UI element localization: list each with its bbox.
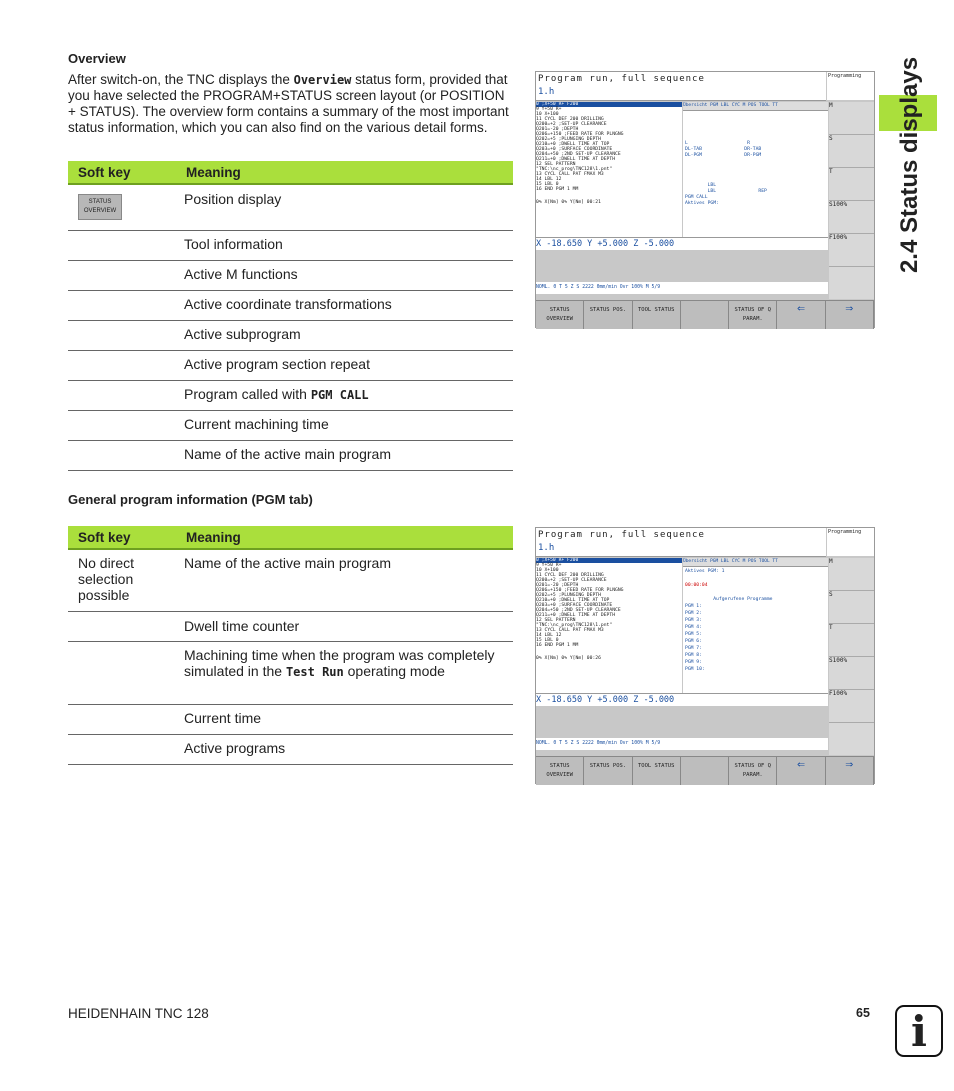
table-row: Program called with PGM CALL — [176, 380, 513, 410]
program-listing: 0 ;X+50 R+ F200 9 Y+50 R+ 10 X+100 11 CYCL DEF 200 DRILLING Q200=+2 ;SET-UP CLEARANCE Q201=-20 ;DEPTH Q206=+150 ;FEED RATE FOR PLNGNG Q202=+5 ;PLUNGING DEPTH Q210=+0 ;DWELL TIME AT TOP Q203=+0 ;SURFACE COORDINATE Q204=+50 ;2ND SET-UP CLEARANCE Q211=+0 ;DWELL TIME AT DEPTH 12 SEL PATTERN "TNC:\nc_prog\TNC128\1.pnt" 13 CYCL CALL PAT FMAX M3 14 LBL 12 15 LBL 0 16 END PGM 1 MM 0% X[Nm] 0% Y[Nm] 00:26 — [536, 558, 682, 693]
status-pgm-panel: Übersicht PGM LBL CYC M POS TOOL TT Aktives PGM: 1 00:00:04 Aufgerufene Programme PGM 1: PGM 2: PGM 3: PGM 4: PGM 5: PGM 6: PGM 7: PGM 8: PGM 9: PGM 10: — [683, 558, 828, 693]
table-row: Position display — [176, 184, 513, 230]
tool-status-softkey[interactable]: TOOL STATUS — [633, 757, 681, 785]
table-row: Active programs — [176, 734, 513, 764]
status-tabs[interactable]: Übersicht PGM LBL CYC M POS TOOL TT — [683, 558, 828, 567]
table-row: Current time — [176, 704, 513, 734]
footer-title: HEIDENHAIN TNC 128 — [68, 1006, 209, 1021]
status-line: NOML. 0 T 5 Z S 2222 0mm/min Ovr 100% M 5/9 — [536, 738, 828, 750]
softkey-row — [536, 300, 874, 329]
table-row: Active M functions — [176, 260, 513, 290]
arrow-left-icon[interactable]: ⇐ — [777, 757, 825, 785]
position-display: X -18.650 Y +5.000 Z -5.000 — [536, 693, 828, 706]
tool-status-softkey[interactable]: TOOL STATUS — [633, 301, 681, 329]
tnc-screen-overview — [535, 71, 875, 328]
pgm-softkey-table — [68, 526, 513, 765]
col-header-softkey: Soft key — [68, 161, 176, 184]
status-overview-panel: Übersicht PGM LBL CYC M POS TOOL TT L R DL-TAB DR-TAB DL-PGM DR-PGM LBL LBL REP PGM CALL Aktives PGM: — [683, 102, 828, 237]
arrow-left-icon[interactable]: ⇐ — [777, 301, 825, 329]
status-overview-softkey[interactable]: STATUS OVERVIEW — [536, 757, 584, 785]
table-row: Tool information — [176, 230, 513, 260]
page-number: 65 — [856, 1006, 870, 1020]
screen-file: 1.h — [538, 87, 555, 97]
table-row: Active program section repeat — [176, 350, 513, 380]
empty-softkey[interactable] — [681, 757, 729, 785]
col-header-meaning: Meaning — [176, 161, 513, 184]
tnc-screen-pgm — [535, 527, 875, 784]
status-pos-softkey[interactable]: STATUS POS. — [584, 301, 632, 329]
table-row: Active coordinate transformations — [176, 290, 513, 320]
status-line: NOML. 0 T 5 Z S 2222 0mm/min Ovr 100% M 5/9 — [536, 282, 828, 294]
screen-title: Program run, full sequence — [538, 530, 705, 540]
col-header-softkey: Soft key — [68, 526, 176, 549]
table-row: Active subprogram — [176, 320, 513, 350]
status-overview-softkey[interactable]: STATUS OVERVIEW — [536, 301, 584, 329]
softkey-row — [536, 756, 874, 785]
status-pos-softkey[interactable]: STATUS POS. — [584, 757, 632, 785]
table-row: Dwell time counter — [176, 611, 513, 641]
status-tabs[interactable]: Übersicht PGM LBL CYC M POS TOOL TT — [683, 102, 828, 111]
side-softkeys: M S T S100% F100% — [829, 558, 874, 755]
overview-intro: After switch-on, the TNC displays the Overview status form, provided that you have selected the PROGRAM+STATUS screen layout (or POSITION + STATUS). The overview form contains a summary of the most important status information, which you can also find on the various detail forms. — [68, 72, 509, 135]
col-header-meaning: Meaning — [176, 526, 513, 549]
program-listing: 0 ;X+50 R+ F200 9 Y+50 R+ 10 X+100 11 CYCL DEF 200 DRILLING Q200=+2 ;SET-UP CLEARANCE Q201=-20 ;DEPTH Q206=+150 ;FEED RATE FOR PLNGNG Q202=+5 ;PLUNGING DEPTH Q210=+0 ;DWELL TIME AT TOP Q203=+0 ;SURFACE COORDINATE Q204=+50 ;2ND SET-UP CLEARANCE Q211=+0 ;DWELL TIME AT DEPTH 12 SEL PATTERN "TNC:\nc_prog\TNC128\1.pnt" 13 CYCL CALL PAT FMAX M3 14 LBL 12 15 LBL 0 16 END PGM 1 MM 0% X[Nm] 0% Y[Nm] 00:21 — [536, 102, 682, 237]
arrow-right-icon[interactable]: ⇒ — [826, 301, 874, 329]
section-heading-overview: Overview — [68, 51, 126, 66]
position-display: X -18.650 Y +5.000 Z -5.000 — [536, 237, 828, 250]
table-row: No direct selection possible — [68, 549, 176, 611]
screen-mode: Programming — [827, 72, 874, 100]
screen-title: Program run, full sequence — [538, 74, 705, 84]
empty-softkey[interactable] — [681, 301, 729, 329]
screen-file: 1.h — [538, 543, 555, 553]
table-row: Name of the active main program — [176, 549, 513, 611]
info-icon: i — [895, 1005, 943, 1057]
screen-mode: Programming — [827, 528, 874, 556]
section-heading-pgm: General program information (PGM tab) — [68, 492, 313, 507]
overview-softkey-table — [68, 161, 513, 471]
chapter-tab: 2.4 Status displays — [896, 56, 923, 274]
q-param-softkey[interactable]: STATUS OF Q PARAM. — [729, 757, 777, 785]
arrow-right-icon[interactable]: ⇒ — [826, 757, 874, 785]
table-row: Name of the active main program — [176, 440, 513, 470]
table-row: Machining time when the program was completely simulated in the Test Run operating mode — [176, 641, 513, 704]
table-row: Current machining time — [176, 410, 513, 440]
q-param-softkey[interactable]: STATUS OF Q PARAM. — [729, 301, 777, 329]
status-overview-softkey[interactable]: STATUS OVERVIEW — [78, 194, 122, 220]
side-softkeys: M S T S100% F100% — [829, 102, 874, 299]
